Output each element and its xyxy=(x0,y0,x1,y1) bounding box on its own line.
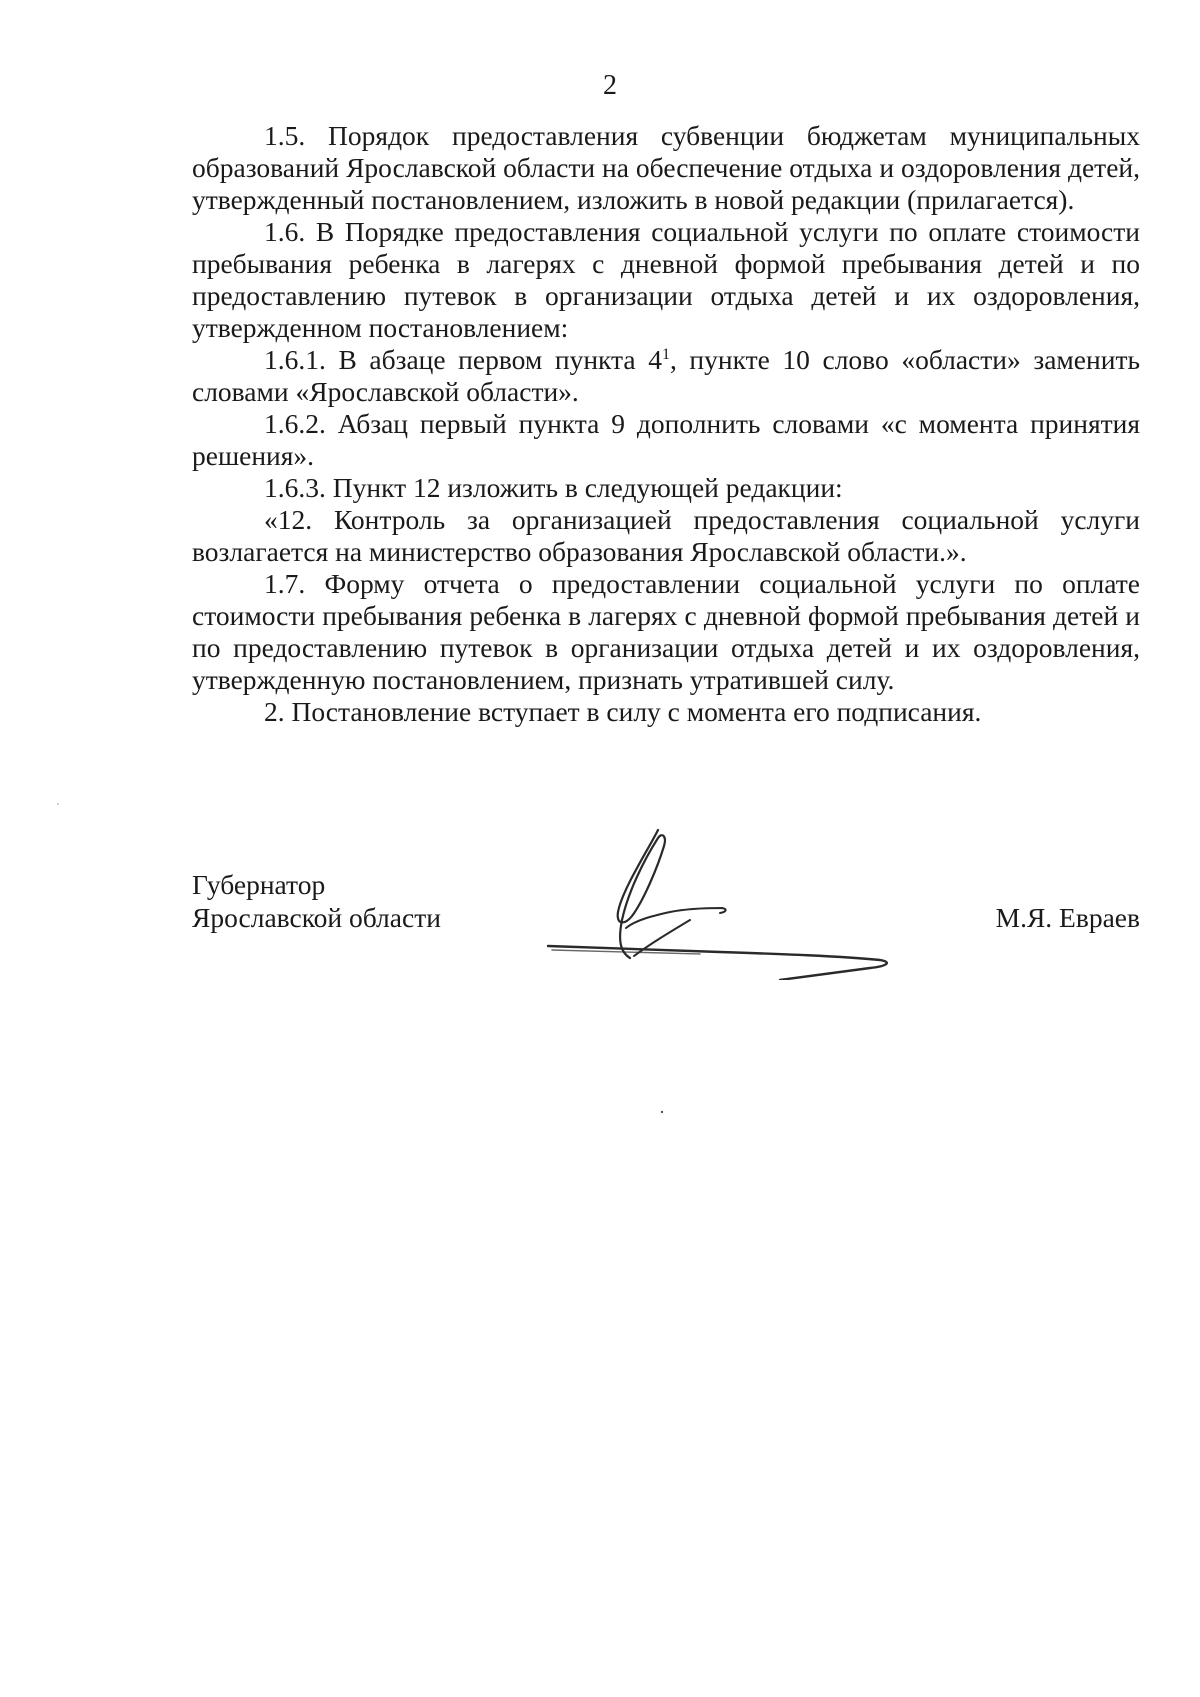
signatory-name: М.Я. Евраев xyxy=(995,902,1140,933)
superscript-1: 1 xyxy=(661,345,670,363)
page-number: 2 xyxy=(603,70,617,101)
paragraph-1-5: 1.5. Порядок предоставления субвенции бюджетам муниципальных образований Ярославской области на обеспечение отдыха и оздоровления детей, утвержденный постановлением, изложить в новой редакции (прилагается). xyxy=(192,120,1140,215)
paragraph-1-6-1 xyxy=(192,344,1140,408)
paragraph-quote-12: «12. Контроль за организацией предоставления социальной услуги возлагается на министерство образования Ярославской области.». xyxy=(192,504,1140,567)
signatory-title xyxy=(192,868,441,934)
document-body xyxy=(192,120,1140,728)
paragraph-1-6-3: 1.6.3. Пункт 12 изложить в следующей редакции: xyxy=(264,472,843,503)
paragraph-2: 2. Постановление вступает в силу с момента его подписания. xyxy=(264,696,982,727)
paragraph-1-6-2: 1.6.2. Абзац первый пункта 9 дополнить словами «с момента принятия решения». xyxy=(192,408,1140,471)
paragraph-1-7: 1.7. Форму отчета о предоставлении социальной услуги по оплате стоимости пребывания ребенка в лагерях с дневной формой пребывания детей и по предоставлению путевок в организации отдыха детей и их оздоровления, утвержденную постановлением, признать утратившей силу. xyxy=(192,568,1140,695)
signatory-title-line-2: Ярославской области xyxy=(192,902,441,933)
paragraph-1-6: 1.6. В Порядке предоставления социальной услуги по оплате стоимости пребывания ребенка в лагерях с дневной формой пребывания детей и по предоставлению путевок в организации отдыха детей и их оздоровления, утвержденном постановлением: xyxy=(192,216,1140,343)
paragraph-1-6-1-end: , пункте 10 слово «области» заменить словами «Ярославской области». xyxy=(192,344,1141,407)
handwritten-signature xyxy=(540,820,920,980)
signatory-title-line-1: Губернатор xyxy=(192,869,326,900)
paragraph-1-6-1-start: 1.6.1. В абзаце первом пункта 4 xyxy=(264,344,662,375)
